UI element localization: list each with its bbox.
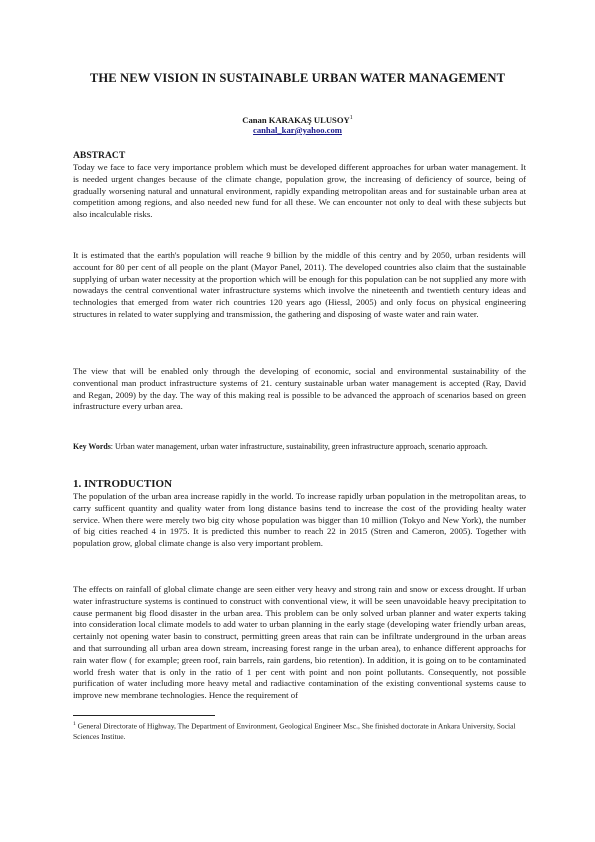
footnote-divider (73, 715, 215, 716)
footnote (73, 719, 526, 743)
keywords-text: : Urban water management, urban water infrastructure, sustainability, green infrastructure approach, scenario approach. (110, 442, 488, 451)
author-email-link[interactable]: canhal_kar@yahoo.com (253, 125, 342, 135)
abstract-paragraph-1: Today we face to face very importance problem which must be developed different approaches for urban water management. It is needed urgent changes because of the climate change, population grow, the increasing of deficiency of source, being of gradually worsening natural and unnatural environment, rapidly expanding metropolitan areas and for sustainable urban area at competition among regions, and also needed new fund for all these. We can encounter not only to deal with these subjects but also incalculable risks. (73, 162, 526, 220)
abstract-heading: ABSTRACT (73, 150, 126, 161)
abstract-paragraph-3: The view that will be enabled only through the developing of economic, social and environmental sustainability of the conventional man product infrastructure systems of 21. century sustainable urban water management is accepted (Ray, David and Regan, 2009) by the day. The way of this making real is possible to be advanced the approach of scenarios based on green infrastructure every urban area. (73, 366, 526, 412)
author-footnote-mark: 1 (349, 115, 353, 121)
paper-title: THE NEW VISION IN SUSTAINABLE URBAN WATER MANAGEMENT (89, 71, 506, 85)
keywords-label: Key Words (73, 442, 111, 451)
introduction-paragraph-2-block (73, 584, 526, 702)
introduction-paragraph-2: The effects on rainfall of global climate change are seen either very heavy and strong rain and snow or excess drought. If urban water infrastructure systems is continued to construct with conventional view, it will be seen unavoidable heavy precipitation to cause permanent big flood disaster in the urban area. This problem can be only solved urban planner and water experts taking into consideration local climate models to add water to urban planning in the early stage (developing water friendly urban areas, certainly not opening water basin to construct, permitting green areas that rain can be infiltrate underground in the urban areas and that surrounding all urban area down stream, increasing forest range in the urban area), to enhance different approachs for rain water flow ( for example; green roof, rain barrels, rain gardens, bio retention). In addition, it is going on to be contaminated world fresh water that is only in the ratio of 1 per cent with point and non point pollutants. Consequently, not possible purification of water including more heavy metal and radiactive contamination of the existing conventional systems cause to improve new membrane technologies. Hence the requirement of (73, 584, 526, 701)
abstract-paragraph-3-block (73, 366, 526, 413)
author-name: Canan KARAKAŞ ULUSOY (242, 114, 350, 125)
introduction-paragraph-1: The population of the urban area increase rapidly in the world. To increase rapidly urban population in the metropolitan areas, to carry sufficent quantity and quality water from long distance basins tend to increase the cost of the providing healty water service. When there were merely two big city whose population was bigger than 10 million (Tokyo and New York), the number of big cities reached 4 in 1975. It is predicted this number to reach 22 in 2015 (Stren and Cameron, 2005). Together with population grow, global climate change is also very important problem. (73, 491, 526, 549)
abstract-paragraph-2-block (73, 250, 526, 321)
abstract-paragraph-2: It is estimated that the earth's population will reache 9 billion by the middle of this centry and by 2050, urban residents will account for 80 per cent of all people on the plant (Mayor Panel, 2011). The developed countries also claim that the sustainable supplying of urban water necessity at the proportion which will be enough for this population can be not supplied any more with nowadays the central conventional water infrastructure systems which involve the nineteenth and twentieth century ideas and technologies that emerged from water rich countries 120 years ago (Hiessl, 2005) and only focus on physical engineering structures in related to water supplying and transmission, the gathering and disposing of waste water and rain water. (73, 250, 526, 319)
footnote-mark: 1 (73, 721, 76, 727)
abstract-section (73, 150, 526, 221)
introduction-heading: 1. INTRODUCTION (73, 478, 173, 490)
keywords-block (73, 441, 526, 452)
introduction-section (73, 478, 526, 550)
footnote-text: General Directorate of Highway, The Department of Environment, Geological Engineer Msc., She finished doctorate in Ankara University, Social Sciences Institue. (73, 721, 516, 741)
